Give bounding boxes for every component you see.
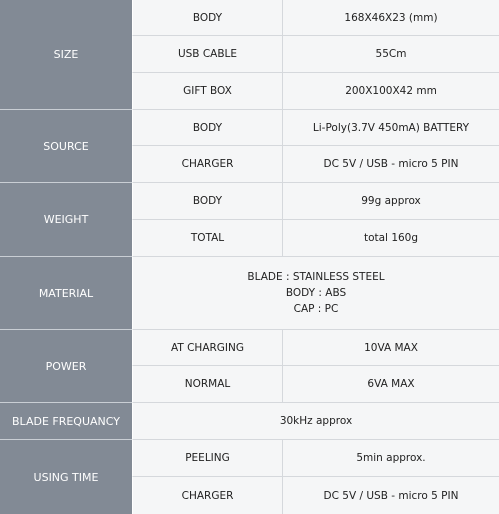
power-at-charging-label: AT CHARGING <box>132 330 282 366</box>
weight-total-label: TOTAL <box>132 220 282 257</box>
weight-total-value: total 160g <box>282 220 499 257</box>
weight-body-label: BODY <box>132 183 282 220</box>
source-body-value: Li-Poly(3.7V 450mA) BATTERY <box>282 110 499 146</box>
category-weight: WEIGHT <box>0 183 132 257</box>
material-blade: BLADE : STAINLESS STEEL <box>247 271 385 283</box>
category-size: SIZE <box>0 0 132 110</box>
category-source: SOURCE <box>0 110 132 183</box>
material-cap: CAP : PC <box>293 303 339 315</box>
size-gift-box-label: GIFT BOX <box>132 73 282 110</box>
category-blade-frequency: BLADE FREQUANCY <box>0 403 132 440</box>
using-time-charger-label: CHARGER <box>132 477 282 514</box>
weight-body-value: 99g approx <box>282 183 499 220</box>
size-gift-box-value: 200X100X42 mm <box>282 73 499 110</box>
power-normal-label: NORMAL <box>132 366 282 403</box>
size-body-label: BODY <box>132 0 282 36</box>
power-at-charging-value: 10VA MAX <box>282 330 499 366</box>
category-power: POWER <box>0 330 132 403</box>
using-time-peeling-label: PEELING <box>132 440 282 477</box>
power-normal-value: 6VA MAX <box>282 366 499 403</box>
using-time-peeling-value: 5min approx. <box>282 440 499 477</box>
material-details <box>132 257 499 330</box>
source-charger-label: CHARGER <box>132 146 282 183</box>
size-usb-cable-label: USB CABLE <box>132 36 282 73</box>
source-charger-value: DC 5V / USB - micro 5 PIN <box>282 146 499 183</box>
category-material: MATERIAL <box>0 257 132 330</box>
size-usb-cable-value: 55Cm <box>282 36 499 73</box>
source-body-label: BODY <box>132 110 282 146</box>
material-body: BODY : ABS <box>285 287 347 299</box>
blade-frequency-value: 30kHz approx <box>132 403 499 440</box>
using-time-charger-value: DC 5V / USB - micro 5 PIN <box>282 477 499 514</box>
size-body-value: 168X46X23 (mm) <box>282 0 499 36</box>
category-using-time: USING TIME <box>0 440 132 514</box>
